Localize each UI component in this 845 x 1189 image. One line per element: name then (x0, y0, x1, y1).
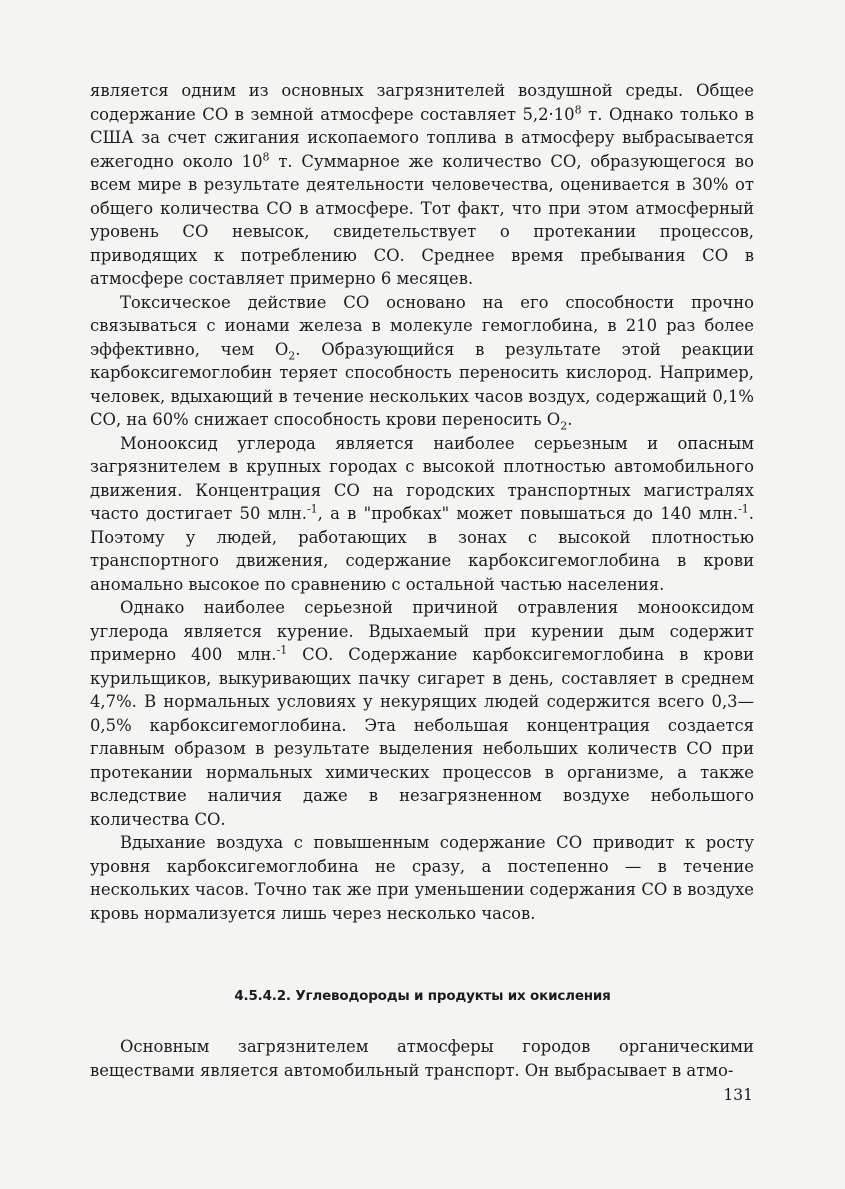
body-text-bottom (90, 1035, 754, 1082)
paragraph-3: Монооксид углерода является наиболее серьезным и опасным загрязнителем в крупных городах с высокой плотностью автомобильного движения. Концентрация СО на городских транспортных магистралях часто достигает 50 млн.$^{-1}$, а в "пробках" может повышаться до 140 млн.$^{-1}$. Поэтому у людей, работающих в зонах с высокой плотностью транспортного движения, содержание карбоксигемоглобина в крови аномально высокое по сравнению с остальной частью населения. (90, 433, 754, 594)
section-heading: 4.5.4.2. Углеводороды и продукты их окисления (234, 988, 611, 1004)
page-number: 131 (723, 1086, 753, 1104)
paragraph-1: является одним из основных загрязнителей воздушной среды. Общее содержание СО в земной атмосфере составляет $5,2\cdot 10^8$ т. Однако только в США за счет сжигания ископаемого топлива в атмосферу выбрасывается ежегодно около $10^8$ т. Суммарное же количество СО, образующегося во всем мире в результате деятельности человечества, оценивается в 30% от общего количества СО в атмосфере. Тот факт, что при этом атмосферный уровень СО невысок, свидетельствует о протекании процессов, приводящих к потреблению СО. Среднее время пребывания СО в атмосфере составляет примерно 6 месяцев. (90, 81, 755, 288)
paragraph-5: Вдыхание воздуха с повышенным содержание СО приводит к росту уровня карбоксигемоглобина не сразу, а постепенно — в течение нескольких часов. Точно так же при уменьшении содержания СО в воздухе кровь нормализуется лишь через несколько часов. (90, 833, 754, 923)
paragraph-2: Токсическое действие СО основано на его способности прочно связываться с ионами железа в молекуле гемоглобина, в 210 раз более эффективно, чем $О_2$. Образующийся в результате этой реакции карбоксигемоглобин теряет способность переносить кислород. Например, человек, вдыхающий в течение нескольких часов воздух, содержащий 0,1% СО, на 60% снижает способность крови переносить $О_2$. (90, 292, 755, 433)
body-text-top (90, 79, 754, 925)
paragraph-4: Однако наиболее серьезной причиной отравления монооксидом углерода является курение. Вдыхаемый при курении дым содержит примерно 400 млн.$^{-1}$ СО. Содержание карбоксигемоглобина в крови курильщиков, выкуривающих пачку сигарет в день, составляет в среднем 4,7%. В нормальных условиях у некурящих людей содержится всего 0,3—0,5% карбоксигемоглобина. Эта небольшая концентрация создается главным образом в результате выделения небольших количеств СО при протекании нормальных химических процессов в организме, а также вследствие наличия даже в незагрязненном воздухе небольшого количества СО. (90, 598, 754, 829)
paragraph-6: Основным загрязнителем атмосферы городов органическими веществами является автомобильный транспорт. Он выбрасывает в атмо- (90, 1037, 754, 1080)
